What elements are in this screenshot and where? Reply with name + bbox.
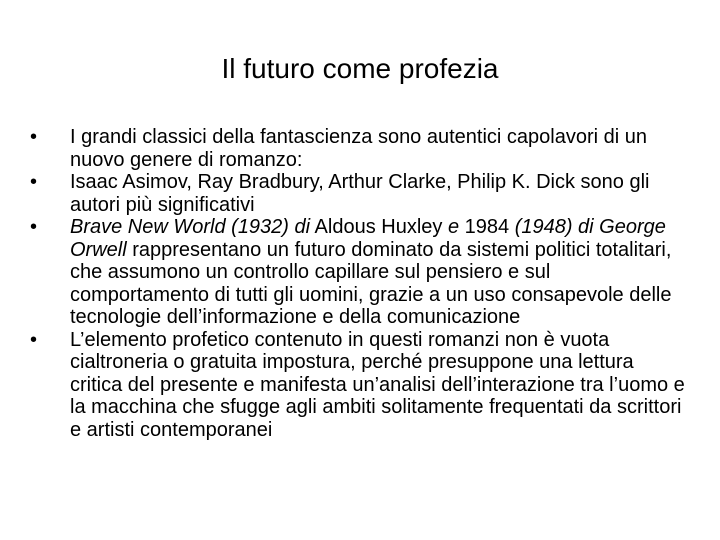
text-segment: L’elemento profetico contenuto in questi romanzi non è vuota cialtroneria o gratuita impostura, perché presuppone una lettura critica del presente e manifesta un’analisi dell’interazione tra l’uomo e la macchina che sfugge agli ambiti solitamente frequentati da scrittori e artisti contemporanei	[70, 328, 685, 441]
bullet-text	[70, 216, 690, 329]
bullet-item	[30, 171, 690, 216]
text-segment: 1984	[459, 216, 515, 238]
bullet-text	[70, 126, 690, 171]
bullet-symbol: •	[30, 126, 38, 148]
italic-text: e	[447, 216, 460, 238]
bullet-item	[30, 126, 690, 171]
text-segment: Aldous Huxley	[310, 216, 448, 238]
bullet-text	[70, 171, 690, 216]
text-segment: Isaac Asimov, Ray Bradbury, Arthur Clarke, Philip K. Dick sono gli autori più significativi	[70, 171, 650, 216]
bullet-text	[70, 329, 690, 442]
slide-title: Il futuro come profezia	[221, 53, 499, 84]
bullet-symbol: •	[30, 171, 38, 193]
text-segment: rappresentano un futuro dominato da sistemi politici totalitari, che assumono un controllo capillare sul pensiero e sul comportamento di tutti gli uomini, grazie a un uso consapevole delle tecnologie dell’informazione e della comunicazione	[70, 238, 672, 328]
bullet-item	[30, 216, 690, 329]
bullet-symbol: •	[30, 328, 38, 351]
italic-text: Brave New World (1932) di	[70, 216, 311, 238]
bullet-symbol: •	[30, 216, 38, 238]
italic-text: (1948) di George Orwell	[70, 216, 666, 261]
bullet-item	[30, 329, 690, 442]
bullet-list	[30, 126, 690, 441]
text-segment: I grandi classici della fantascienza sono autentici capolavori di un nuovo genere di romanzo:	[70, 126, 648, 171]
